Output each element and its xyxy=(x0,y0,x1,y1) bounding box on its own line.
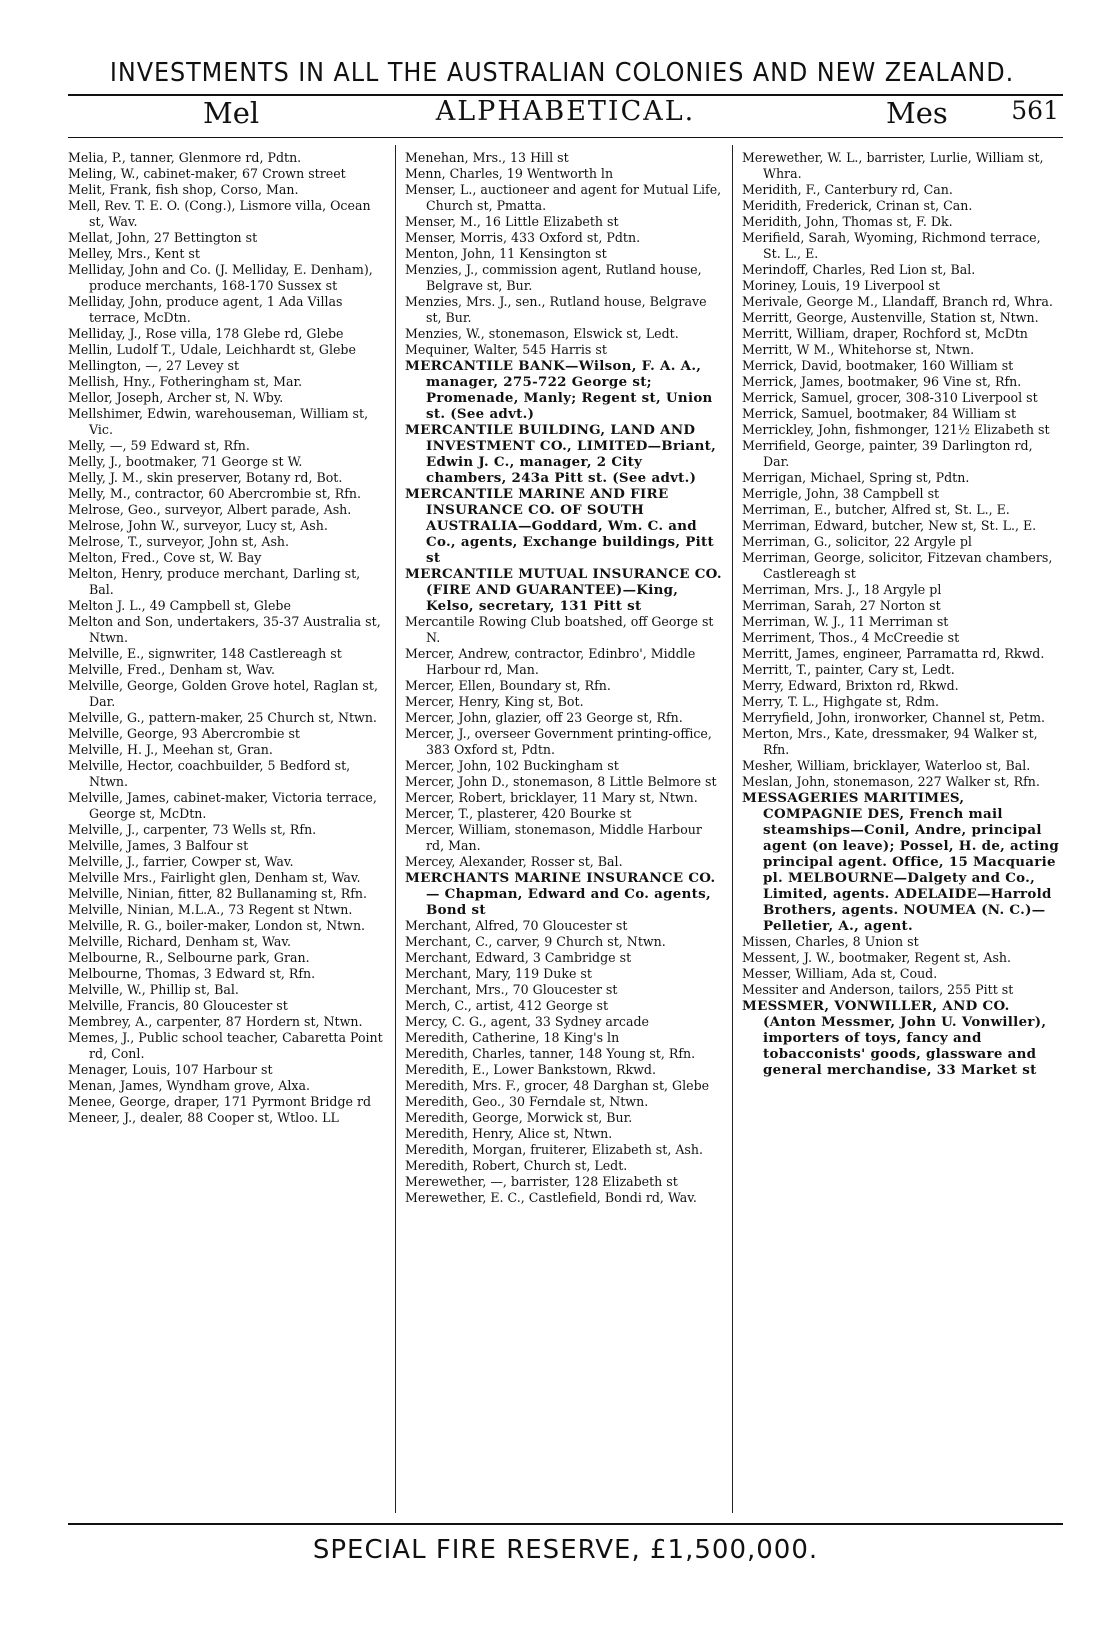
directory-entry: Mequiner, Walter, 545 Harris st xyxy=(405,342,607,357)
directory-entry: Mercer, Ellen, Boundary st, Rfn. xyxy=(405,678,611,693)
directory-entry: Melly, J., bootmaker, 71 George st W. xyxy=(68,454,303,469)
directory-entry: Melville, R. G., boiler-maker, London st, Ntwn. xyxy=(68,918,366,933)
page-footer: SPECIAL FIRE RESERVE, £1,500,000. xyxy=(312,1535,819,1565)
directory-entry: Merry, T. L., Highgate st, Rdm. xyxy=(742,694,940,709)
directory-entry: Mercer, Andrew, contractor, Edinbro', Middle Harbour rd, Man. xyxy=(405,646,696,677)
header-right-word: Mes xyxy=(886,96,948,130)
directory-entry: Merrick, James, bootmaker, 96 Vine st, Rfn. xyxy=(742,374,1022,389)
directory-entry: Meredith, Geo., 30 Ferndale st, Ntwn. xyxy=(405,1094,649,1109)
directory-entry: Merrick, Samuel, grocer, 308-310 Liverpool st xyxy=(742,390,1038,405)
directory-entry: Melville, Fred., Denham st, Wav. xyxy=(68,662,276,677)
directory-entry: Merchant, Alfred, 70 Gloucester st xyxy=(405,918,628,933)
directory-entry: Mercer, William, stonemason, Middle Harbour rd, Man. xyxy=(405,822,702,853)
directory-entry: Mellish, Hny., Fotheringham st, Mar. xyxy=(68,374,303,389)
directory-entry: Melville, George, Golden Grove hotel, Raglan st, Dar. xyxy=(68,678,378,709)
directory-entry: Melit, Frank, fish shop, Corso, Man. xyxy=(68,182,299,197)
directory-entry: Melville, George, 93 Abercrombie st xyxy=(68,726,300,741)
directory-entry: Merrigle, John, 38 Campbell st xyxy=(742,486,940,501)
directory-entry: Melville, G., pattern-maker, 25 Church st, Ntwn. xyxy=(68,710,377,725)
directory-entry: Merriman, E., butcher, Alfred st, St. L., E. xyxy=(742,502,1010,517)
column-3 xyxy=(742,150,1060,1078)
directory-entry: Menn, Charles, 19 Wentworth ln xyxy=(405,166,614,181)
directory-entry: Merchant, Mrs., 70 Gloucester st xyxy=(405,982,618,997)
directory-entry: Merivale, George M., Llandaff, Branch rd, Whra. xyxy=(742,294,1053,309)
directory-entry: Melville, Richard, Denham st, Wav. xyxy=(68,934,292,949)
directory-entry: Menager, Louis, 107 Harbour st xyxy=(68,1062,273,1077)
directory-entry: Melville Mrs., Fairlight glen, Denham st, Wav. xyxy=(68,870,361,885)
directory-entry: Messent, J. W., bootmaker, Regent st, Ash. xyxy=(742,950,1012,965)
directory-entry: Melly, J. M., skin preserver, Botany rd, Bot. xyxy=(68,470,343,485)
directory-entry: Melley, Mrs., Kent st xyxy=(68,246,200,261)
directory-entry: Merritt, T., painter, Cary st, Ledt. xyxy=(742,662,955,677)
directory-entry: MESSAGERIES MARITIMES, COMPAGNIE DES, French mail steamships—Conil, Andre, principal agent (on leave); Possel, H. de, acting principal agent. Office, 15 Macquarie pl. MELBOURNE—Dalgety and Co., Limited, agents. ADELAIDE—Harrold Brothers, agents. NOUMEA (N. C.)—Pelletier, A., agent. xyxy=(742,790,1060,934)
directory-entry: Merewether, —, barrister, 128 Elizabeth st xyxy=(405,1174,678,1189)
directory-entry: Mellington, —, 27 Levey st xyxy=(68,358,240,373)
directory-entry: Merch, C., artist, 412 George st xyxy=(405,998,609,1013)
directory-entry: Menee, George, draper, 171 Pyrmont Bridge rd xyxy=(68,1094,372,1109)
running-header xyxy=(68,96,1063,136)
directory-entry: Melville, Ninian, M.L.A., 73 Regent st Ntwn. xyxy=(68,902,353,917)
directory-entry: Mercer, John D., stonemason, 8 Little Belmore st xyxy=(405,774,717,789)
directory-entry: Melville, E., signwriter, 148 Castlereagh st xyxy=(68,646,342,661)
directory-entry: Merritt, W M., Whitehorse st, Ntwn. xyxy=(742,342,975,357)
directory-entry: Meridith, F., Canterbury rd, Can. xyxy=(742,182,953,197)
directory-entry: Merrickley, John, fishmonger, 121½ Elizabeth st xyxy=(742,422,1050,437)
header-rule xyxy=(68,137,1063,138)
directory-entry: Menzies, Mrs. J., sen., Rutland house, Belgrave st, Bur. xyxy=(405,294,707,325)
directory-entry: Melville, J., carpenter, 73 Wells st, Rfn. xyxy=(68,822,317,837)
directory-entry: Melville, Hector, coachbuilder, 5 Bedford st, Ntwn. xyxy=(68,758,351,789)
directory-entry: Melia, P., tanner, Glenmore rd, Pdtn. xyxy=(68,150,302,165)
directory-entry: Meridith, John, Thomas st, F. Dk. xyxy=(742,214,953,229)
directory-entry: MERCANTILE BUILDING, LAND AND INVESTMENT CO., LIMITED—Briant, Edwin J. C., manager, 2 City chambers, 243a Pitt st. (See advt.) xyxy=(405,422,717,486)
directory-entry: Meneer, J., dealer, 88 Cooper st, Wtloo. LL xyxy=(68,1110,339,1125)
directory-entry: Melrose, T., surveyor, John st, Ash. xyxy=(68,534,290,549)
directory-entry: Merifield, Sarah, Wyoming, Richmond terrace, St. L., E. xyxy=(742,230,1041,261)
directory-entry: Mercer, Henry, King st, Bot. xyxy=(405,694,584,709)
footer-rule xyxy=(68,1523,1063,1525)
directory-entry: Merton, Mrs., Kate, dressmaker, 94 Walker st, Rfn. xyxy=(742,726,1038,757)
directory-entry: Melliday, John, produce agent, 1 Ada Villas terrace, McDtn. xyxy=(68,294,343,325)
directory-entry: Menzies, W., stonemason, Elswick st, Ledt. xyxy=(405,326,679,341)
directory-entry: Merrick, Samuel, bootmaker, 84 William st xyxy=(742,406,1017,421)
directory-entry: Mercer, J., overseer Government printing-office, 383 Oxford st, Pdtn. xyxy=(405,726,712,757)
directory-entry: Melliday, J., Rose villa, 178 Glebe rd, Glebe xyxy=(68,326,344,341)
directory-entry: Merriman, George, solicitor, Fitzevan chambers, Castlereagh st xyxy=(742,550,1053,581)
directory-entry: Menzies, J., commission agent, Rutland house, Belgrave st, Bur. xyxy=(405,262,702,293)
directory-entry: Mellin, Ludolf T., Udale, Leichhardt st, Glebe xyxy=(68,342,356,357)
column-2 xyxy=(405,150,723,1206)
directory-entry: Merritt, George, Austenville, Station st, Ntwn. xyxy=(742,310,1039,325)
directory-entry: MERCANTILE BANK—Wilson, F. A. A., manager, 275-722 George st; Promenade, Manly; Regent st, Union st. (See advt.) xyxy=(405,358,713,422)
directory-entry: Merrick, David, bootmaker, 160 William st xyxy=(742,358,1014,373)
directory-entry: Merriman, Sarah, 27 Norton st xyxy=(742,598,941,613)
directory-entry: Merryfield, John, ironworker, Channel st, Petm. xyxy=(742,710,1046,725)
directory-entry: Merritt, William, draper, Rochford st, McDtn xyxy=(742,326,1028,341)
directory-entry: Merriment, Thos., 4 McCreedie st xyxy=(742,630,960,645)
directory-entry: Melville, James, 3 Balfour st xyxy=(68,838,249,853)
directory-entry: Melly, M., contractor, 60 Abercrombie st, Rfn. xyxy=(68,486,362,501)
directory-entry: Mellshimer, Edwin, warehouseman, William st, Vic. xyxy=(68,406,369,437)
directory-entry: Merritt, James, engineer, Parramatta rd, Rkwd. xyxy=(742,646,1045,661)
directory-entry: Mellor, Joseph, Archer st, N. Wby. xyxy=(68,390,284,405)
directory-entry: Menton, John, 11 Kensington st xyxy=(405,246,607,261)
directory-entry: Messer, William, Ada st, Coud. xyxy=(742,966,938,981)
directory-entry: Menser, M., 16 Little Elizabeth st xyxy=(405,214,619,229)
directory-entry: Merewether, E. C., Castlefield, Bondi rd, Wav. xyxy=(405,1190,697,1205)
directory-entry: Menser, Morris, 433 Oxford st, Pdtn. xyxy=(405,230,641,245)
directory-entry: Mercey, Alexander, Rosser st, Bal. xyxy=(405,854,623,869)
directory-entry: Meredith, George, Morwick st, Bur. xyxy=(405,1110,633,1125)
header-center-title: ALPHABETICAL. xyxy=(435,96,696,127)
directory-entry: Meling, W., cabinet-maker, 67 Crown street xyxy=(68,166,346,181)
directory-entry: Melbourne, Thomas, 3 Edward st, Rfn. xyxy=(68,966,316,981)
directory-entry: Mercer, John, 102 Buckingham st xyxy=(405,758,619,773)
directory-entry: Melton, Fred., Cove st, W. Bay xyxy=(68,550,262,565)
directory-entry: MERCANTILE MARINE AND FIRE INSURANCE CO. OF SOUTH AUSTRALIA—Goddard, Wm. C. and Co., agents, Exchange buildings, Pitt st xyxy=(405,486,715,566)
directory-entry: Menser, L., auctioneer and agent for Mutual Life, Church st, Pmatta. xyxy=(405,182,722,213)
directory-entry: Meredith, Robert, Church st, Ledt. xyxy=(405,1158,628,1173)
directory-entry: MESSMER, VONWILLER, AND CO. (Anton Messmer, John U. Vonwiller), importers of toys, fancy and tobacconists' goods, glassware and general merchandise, 33 Market st xyxy=(742,998,1047,1078)
directory-entry: Mercantile Rowing Club boatshed, off George st N. xyxy=(405,614,714,645)
directory-entry: Membrey, A., carpenter, 87 Hordern st, Ntwn. xyxy=(68,1014,363,1029)
header-left-word: Mel xyxy=(203,96,260,130)
directory-entry: Merry, Edward, Brixton rd, Rkwd. xyxy=(742,678,959,693)
directory-entry: MERCANTILE MUTUAL INSURANCE CO. (FIRE AND GUARANTEE)—King, Kelso, secretary, 131 Pitt st xyxy=(405,566,722,614)
page-number: 561 xyxy=(1011,96,1059,125)
directory-entry: Melly, —, 59 Edward st, Rfn. xyxy=(68,438,250,453)
directory-entry: Menan, James, Wyndham grove, Alxa. xyxy=(68,1078,310,1093)
directory-entry: Meredith, Catherine, 18 King's ln xyxy=(405,1030,620,1045)
directory-entry: Melville, W., Phillip st, Bal. xyxy=(68,982,239,997)
directory-entry: Meridith, Frederick, Crinan st, Can. xyxy=(742,198,973,213)
directory-entry: Melrose, John W., surveyor, Lucy st, Ash. xyxy=(68,518,328,533)
directory-entry: Merriman, W. J., 11 Merriman st xyxy=(742,614,949,629)
directory-entry: Mercer, John, glazier, off 23 George st, Rfn. xyxy=(405,710,683,725)
directory-entry: Mercer, Robert, bricklayer, 11 Mary st, Ntwn. xyxy=(405,790,698,805)
directory-entry: Merriman, Edward, butcher, New st, St. L., E. xyxy=(742,518,1037,533)
directory-entry: Merriman, Mrs. J., 18 Argyle pl xyxy=(742,582,942,597)
directory-entry: MERCHANTS MARINE INSURANCE CO. — Chapman, Edward and Co. agents, Bond st xyxy=(405,870,716,918)
directory-entry: Meredith, Mrs. F., grocer, 48 Darghan st, Glebe xyxy=(405,1078,710,1093)
directory-entry: Mercer, T., plasterer, 420 Bourke st xyxy=(405,806,632,821)
directory-entry: Merewether, W. L., barrister, Lurlie, William st, Whra. xyxy=(742,150,1044,181)
directory-entry: Mercy, C. G., agent, 33 Sydney arcade xyxy=(405,1014,650,1029)
directory-entry: Memes, J., Public school teacher, Cabaretta Point rd, Conl. xyxy=(68,1030,383,1061)
directory-entry: Melville, J., farrier, Cowper st, Wav. xyxy=(68,854,294,869)
directory-entry: Moriney, Louis, 19 Liverpool st xyxy=(742,278,940,293)
directory-entry: Melton, Henry, produce merchant, Darling st, Bal. xyxy=(68,566,361,597)
directory-entry: Melton and Son, undertakers, 35-37 Australia st, Ntwn. xyxy=(68,614,381,645)
directory-entry: Merrifield, George, painter, 39 Darlington rd, Dar. xyxy=(742,438,1033,469)
directory-entry: Mellat, John, 27 Bettington st xyxy=(68,230,258,245)
directory-entry: Merindoff, Charles, Red Lion st, Bal. xyxy=(742,262,976,277)
directory-entry: Melville, Ninian, fitter, 82 Bullanaming st, Rfn. xyxy=(68,886,367,901)
directory-entry: Menehan, Mrs., 13 Hill st xyxy=(405,150,569,165)
directory-entry: Mell, Rev. T. E. O. (Cong.), Lismore villa, Ocean st, Wav. xyxy=(68,198,371,229)
directory-entry: Meredith, Morgan, fruiterer, Elizabeth st, Ash. xyxy=(405,1142,704,1157)
directory-entry: Merchant, C., carver, 9 Church st, Ntwn. xyxy=(405,934,666,949)
directory-entry: Melliday, John and Co. (J. Melliday, E. Denham), produce merchants, 168-170 Sussex st xyxy=(68,262,373,293)
directory-entry: Meredith, Henry, Alice st, Ntwn. xyxy=(405,1126,613,1141)
directory-entry: Meslan, John, stonemason, 227 Walker st, Rfn. xyxy=(742,774,1040,789)
directory-entry: Melville, James, cabinet-maker, Victoria terrace, George st, McDtn. xyxy=(68,790,377,821)
directory-entry: Missen, Charles, 8 Union st xyxy=(742,934,919,949)
directory-entry: Meredith, Charles, tanner, 148 Young st, Rfn. xyxy=(405,1046,696,1061)
directory-entry: Messiter and Anderson, tailors, 255 Pitt st xyxy=(742,982,1014,997)
page-banner: INVESTMENTS IN ALL THE AUSTRALIAN COLONIES AND NEW ZEALAND. xyxy=(109,58,1015,88)
column-divider-1 xyxy=(395,145,396,1513)
directory-entry: Melville, H. J., Meehan st, Gran. xyxy=(68,742,273,757)
directory-entry: Merriman, G., solicitor, 22 Argyle pl xyxy=(742,534,972,549)
column-1 xyxy=(68,150,386,1126)
directory-entry: Meredith, E., Lower Bankstown, Rkwd. xyxy=(405,1062,656,1077)
directory-entry: Melbourne, R., Selbourne park, Gran. xyxy=(68,950,310,965)
directory-entry: Merrigan, Michael, Spring st, Pdtn. xyxy=(742,470,970,485)
directory-entry: Merchant, Edward, 3 Cambridge st xyxy=(405,950,632,965)
directory-entry: Melton J. L., 49 Campbell st, Glebe xyxy=(68,598,291,613)
directory-entry: Melrose, Geo., surveyor, Albert parade, Ash. xyxy=(68,502,352,517)
column-divider-2 xyxy=(732,145,733,1513)
directory-entry: Merchant, Mary, 119 Duke st xyxy=(405,966,592,981)
directory-entry: Melville, Francis, 80 Gloucester st xyxy=(68,998,288,1013)
directory-entry: Mesher, William, bricklayer, Waterloo st, Bal. xyxy=(742,758,1031,773)
